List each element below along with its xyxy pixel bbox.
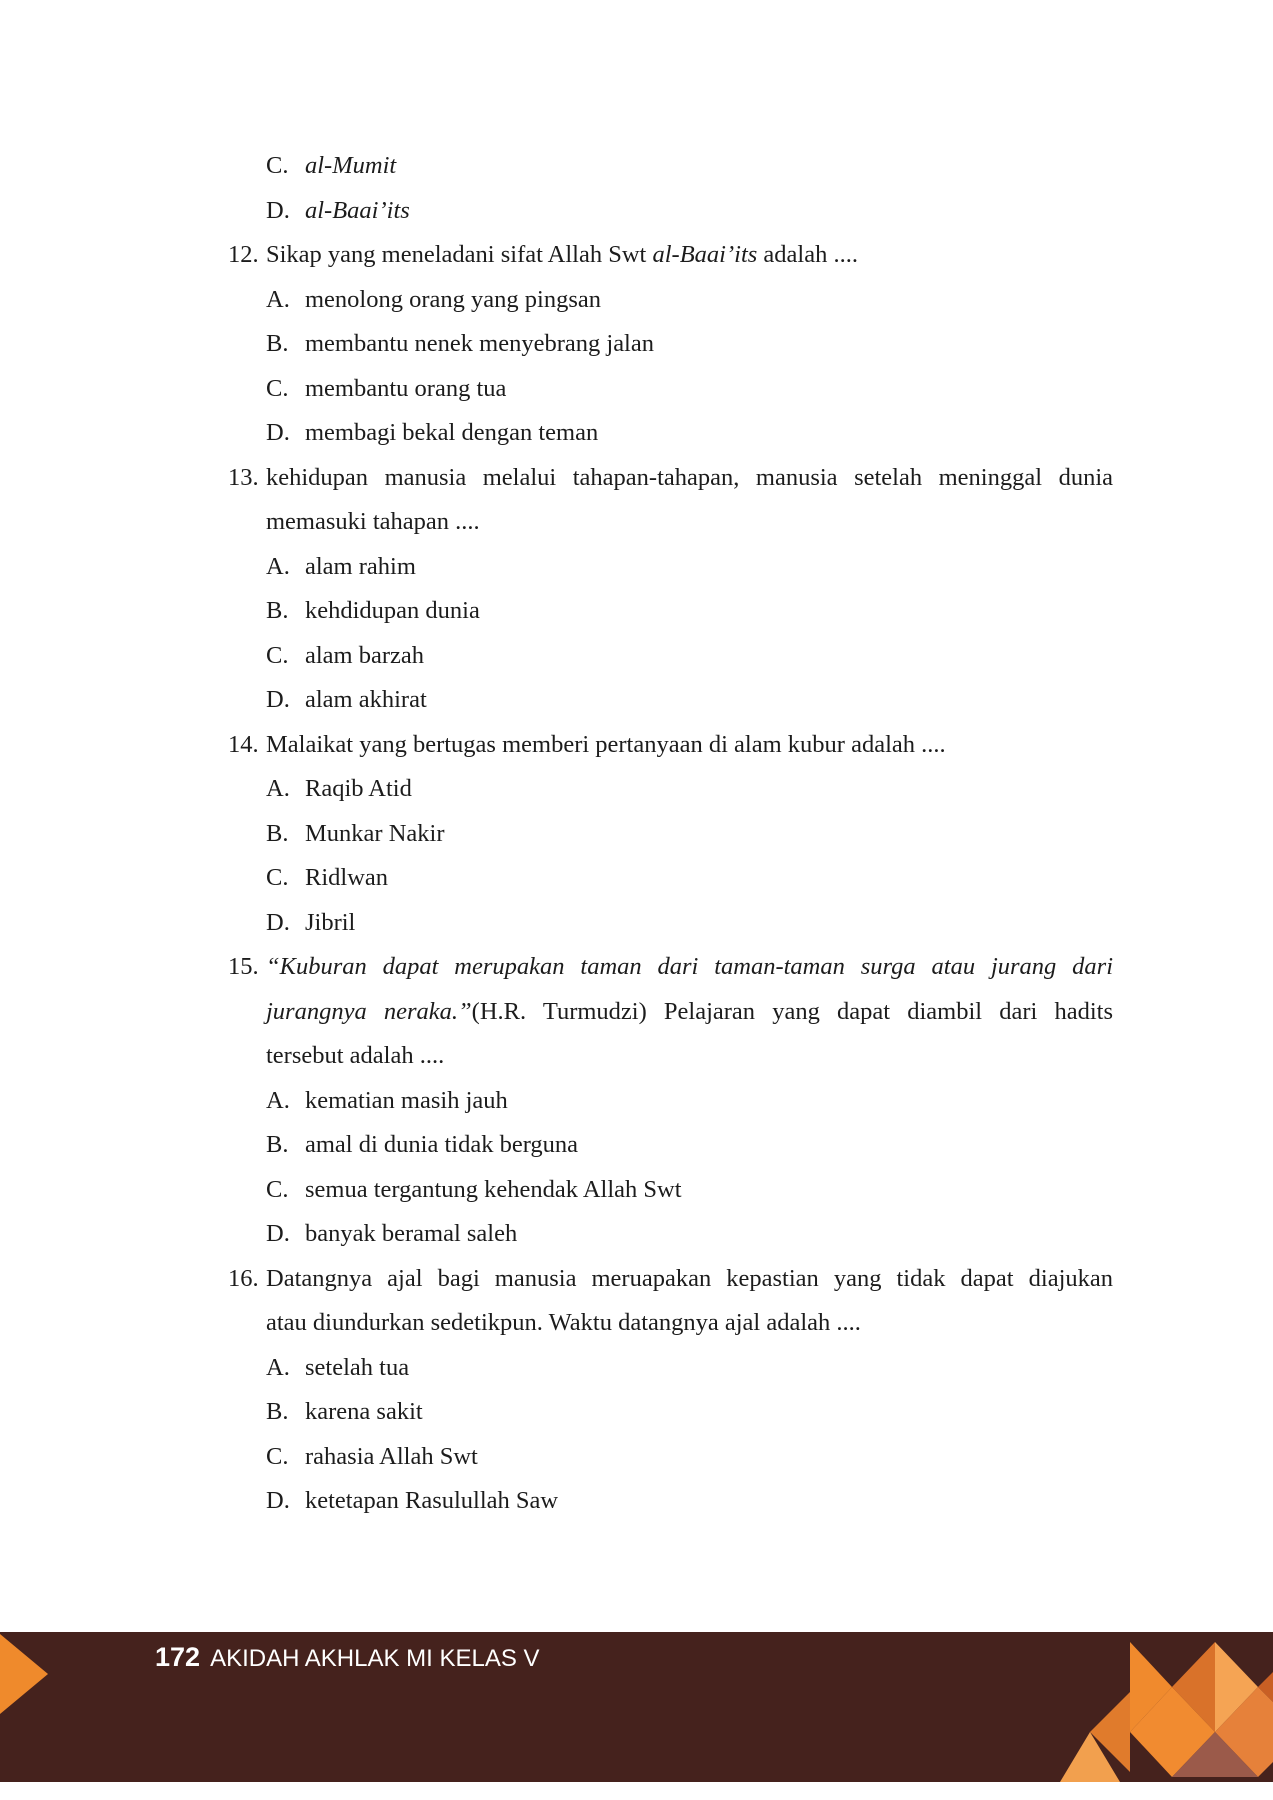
option-label: C. [266, 1442, 289, 1470]
option-b [228, 322, 1113, 367]
book-title: AKIDAH AKHLAK MI KELAS V [210, 1645, 540, 1672]
option-b [228, 1123, 1113, 1168]
footer-title [155, 1642, 540, 1674]
option-label: C. [266, 374, 289, 402]
option-a [228, 1346, 1113, 1391]
option-label: A. [266, 775, 290, 802]
option-text: membantu nenek menyebrang jalan [305, 330, 654, 357]
question-text-continued: tersebut adalah .... [266, 1042, 445, 1069]
option-text: menolong orang yang pingsan [305, 285, 601, 313]
option-text: rahasia Allah Swt [305, 1442, 478, 1470]
option-text: alam rahim [305, 552, 416, 580]
question-number: 16. [228, 1264, 259, 1292]
option-c [228, 144, 1113, 189]
option-d [228, 411, 1113, 456]
option-text: Munkar Nakir [305, 819, 445, 847]
option-label: C. [266, 864, 289, 891]
option-label: A. [266, 552, 290, 580]
option-c [228, 1435, 1113, 1480]
option-a [228, 278, 1113, 323]
option-b [228, 1390, 1113, 1435]
page-number: 172 [155, 1642, 201, 1672]
question-text: Sikap yang meneladani sifat Allah Swt al-Baai’its adalah .... [266, 241, 858, 268]
option-a [228, 767, 1113, 812]
option-c [228, 1168, 1113, 1213]
option-c [228, 634, 1113, 679]
page-footer [0, 1632, 1273, 1782]
question-text-continued [228, 990, 1113, 1035]
option-d [228, 189, 1113, 234]
option-d [228, 901, 1113, 946]
question-16 [228, 1257, 1113, 1302]
question-text-continued: atau diundurkan sedetikpun. Waktu datangnya ajal adalah .... [266, 1309, 861, 1336]
option-text: ketetapan Rasulullah Saw [305, 1487, 559, 1514]
option-text: Raqib Atid [305, 775, 412, 802]
footer-left-triangle-shape [0, 1634, 48, 1714]
option-b [228, 812, 1113, 857]
question-number: 14. [228, 730, 259, 758]
option-label: C. [266, 1175, 289, 1203]
option-label: A. [266, 285, 290, 313]
option-label: D. [266, 196, 290, 224]
option-label: C. [266, 152, 289, 179]
question-text-continued: memasuki tahapan .... [266, 508, 480, 535]
option-text: semua tergantung kehendak Allah Swt [305, 1175, 682, 1203]
option-label: C. [266, 641, 289, 669]
option-text: kematian masih jauh [305, 1086, 508, 1114]
question-text: Datangnya ajal bagi manusia meruapakan kepastian yang tidak dapat diajukan [266, 1264, 1113, 1292]
option-a [228, 545, 1113, 590]
option-label: B. [266, 597, 289, 624]
question-15 [228, 945, 1113, 990]
question-text: Malaikat yang bertugas memberi pertanyaan di alam kubur adalah .... [266, 730, 946, 758]
option-text: al-Mumit [305, 152, 397, 179]
option-text: setelah tua [305, 1353, 410, 1381]
hadith-quote: “Kuburan dapat merupakan taman dari taman-taman surga atau jurang dari [266, 953, 1113, 980]
option-text: banyak beramal saleh [305, 1220, 518, 1247]
option-text: membantu orang tua [305, 374, 507, 402]
option-label: D. [266, 1487, 290, 1514]
option-label: A. [266, 1353, 290, 1381]
option-text: alam barzah [305, 641, 425, 669]
option-label: B. [266, 1131, 289, 1158]
option-label: D. [266, 908, 290, 936]
option-d [228, 1479, 1113, 1524]
option-text: al-Baai’its [305, 196, 410, 224]
option-text: Jibril [305, 908, 356, 936]
option-text: Ridlwan [305, 864, 389, 891]
option-label: D. [266, 686, 290, 713]
option-label: A. [266, 1086, 290, 1114]
question-list [228, 144, 1113, 1524]
option-label: B. [266, 1398, 289, 1425]
option-c [228, 856, 1113, 901]
option-label: D. [266, 419, 290, 446]
option-text: membagi bekal dengan teman [305, 419, 599, 446]
option-text: kehdidupan dunia [305, 597, 480, 624]
option-text: amal di dunia tidak berguna [305, 1131, 579, 1158]
question-number: 15. [228, 953, 259, 980]
option-label: B. [266, 330, 289, 357]
option-d [228, 1212, 1113, 1257]
question-12 [228, 233, 1113, 278]
option-label: B. [266, 819, 289, 847]
option-a [228, 1079, 1113, 1124]
question-13 [228, 456, 1113, 501]
question-14 [228, 723, 1113, 768]
option-b [228, 589, 1113, 634]
option-text: karena sakit [305, 1398, 423, 1425]
question-number: 13. [228, 463, 259, 491]
option-text: alam akhirat [305, 686, 427, 713]
option-label: D. [266, 1220, 290, 1247]
hadith-quote: jurangnya neraka.” [266, 997, 472, 1025]
question-text: (H.R. Turmudzi) Pelajaran yang dapat diambil dari hadits [471, 997, 1114, 1025]
option-d [228, 678, 1113, 723]
question-text: kehidupan manusia melalui tahapan-tahapan, manusia setelah meninggal dunia [266, 463, 1113, 491]
question-number: 12. [228, 241, 259, 268]
option-c [228, 367, 1113, 412]
